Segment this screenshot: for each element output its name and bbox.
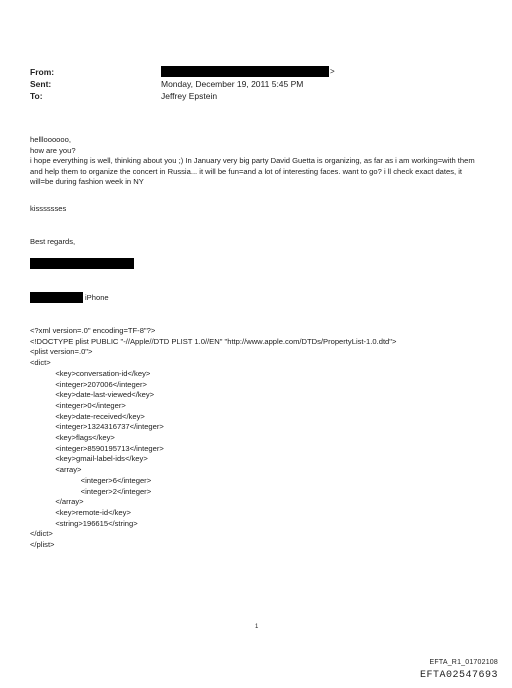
plist-line: <string>196615</string> [30,518,138,528]
plist-line: <key>flags</key> [30,433,115,443]
plist-line: <key>conversation-id</key> [30,368,151,378]
plist-line: <integer>6</integer> [30,475,152,485]
message-paragraph: i hope everything is well, thinking about you ;) In January very big party David Guetta is organizing, as far as i am working=with them and help them to organize the concert in Russia... it will be fun=and a lot of interesting faces. want to go? i ll check exact dates, it will=be during fashion week in NY [30,156,475,187]
plist-line: <integer>207006</integer> [30,379,147,389]
plist-line: </dict> [30,529,53,539]
plist-line: <dict> [30,358,51,368]
plist-line: </array> [30,497,84,507]
to-label: To: [30,91,43,101]
plist-line: <integer>8590195713</integer> [30,443,164,453]
bates-number-primary: EFTA_R1_01702108 [429,659,498,666]
message-kisses: kisssssses [30,204,67,213]
sent-label: Sent: [30,79,52,89]
sent-value: Monday, December 19, 2011 5:45 PM [161,79,304,89]
plist-line: <integer>2</integer> [30,486,152,496]
to-value: Jeffrey Epstein [161,91,218,101]
page-number: 1 [255,624,259,630]
plist-block [30,326,396,551]
plist-line: </plist> [30,540,55,550]
from-label: From: [30,67,55,77]
device-suffix: iPhone [85,293,109,302]
plist-line: <key>date-received</key> [30,411,145,421]
plist-line: <integer>1324316737</integer> [30,422,164,432]
message-body [30,135,485,188]
plist-line: <?xml version=.0" encoding=TF-8"?> [30,326,156,335]
bates-number-secondary: EFTA02547693 [419,670,498,681]
redacted-from-address [161,66,329,77]
plist-line: <!DOCTYPE plist PUBLIC "-//Apple//DTD PLIST 1.0//EN" "http://www.apple.com/DTDs/PropertyList-1.0.dtd"> [30,336,397,346]
plist-line: <plist version=.0"> [30,347,93,357]
redacted-signature-name [30,258,134,269]
plist-line: <integer>0</integer> [30,400,126,410]
plist-line: <key>remote-id</key> [30,507,131,517]
from-address-suffix: > [330,67,335,76]
plist-line: <array> [30,465,82,475]
message-greeting: hellloooooo, [30,135,71,144]
plist-line: <key>date-last-viewed</key> [30,390,155,400]
message-question: how are you? [30,145,76,155]
plist-line: <key>gmail-label-ids</key> [30,454,148,464]
redacted-device-prefix [30,292,83,303]
message-closing: Best regards, [30,237,76,246]
